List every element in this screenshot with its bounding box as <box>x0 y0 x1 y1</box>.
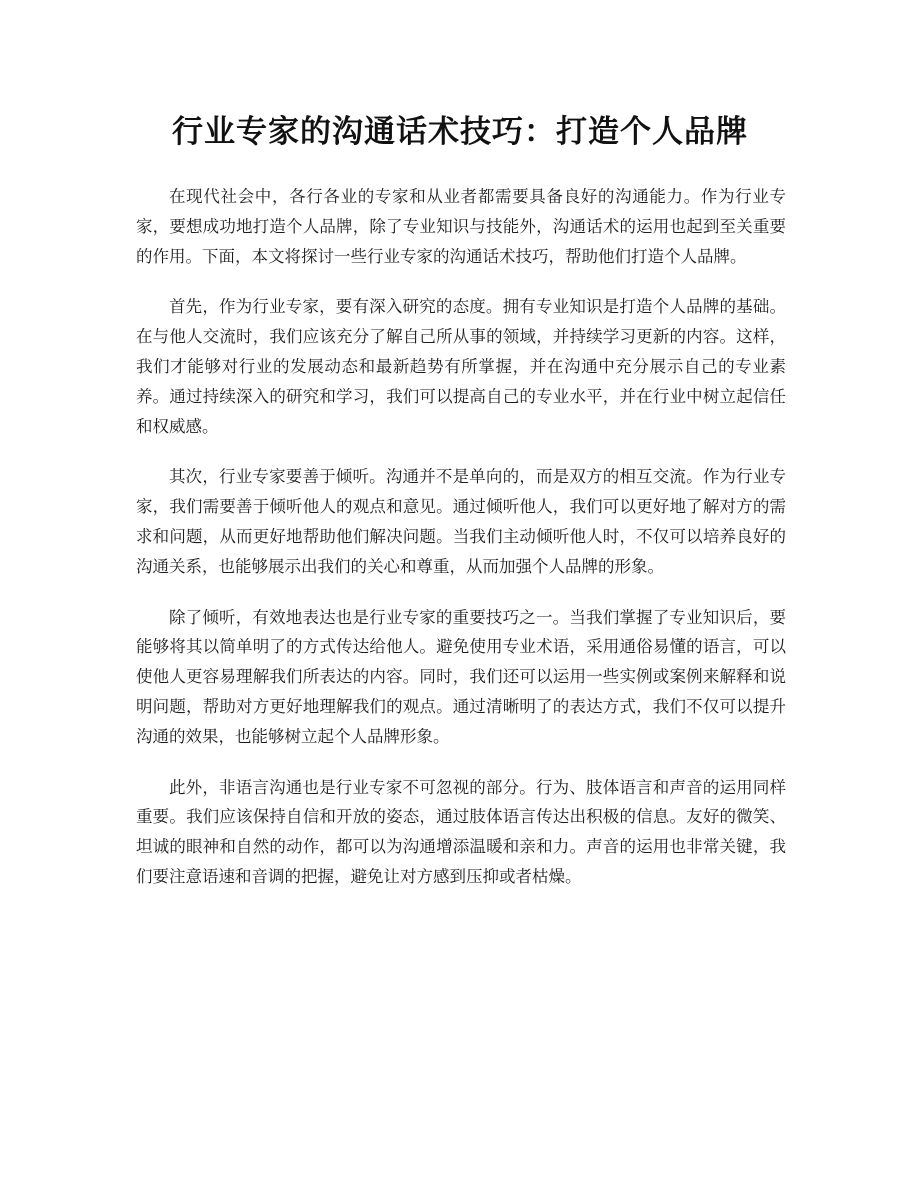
paragraph-expression: 除了倾听，有效地表达也是行业专家的重要技巧之一。当我们掌握了专业知识后，要能够将其以简单明了的方式传达给他人。避免使用专业术语，采用通俗易懂的语言，可以使他人更容易理解我们所表达的内容。同时，我们还可以运用一些实例或案例来解释和说明问题，帮助对方更好地理解我们的观点。通过清晰明了的表达方式，我们不仅可以提升沟通的效果，也能够树立起个人品牌形象。 <box>136 607 786 746</box>
paragraph-nonverbal: 此外，非语言沟通也是行业专家不可忽视的部分。行为、肢体语言和声音的运用同样重要。我们应该保持自信和开放的姿态，通过肢体语言传达出积极的信息。友好的微笑、坦诚的眼神和自然的动作，都可以为沟通增添温暖和亲和力。声音的运用也非常关键，我们要注意语速和音调的把握，避免让对方感到压抑或者枯燥。 <box>136 777 786 886</box>
paragraph-intro: 在现代社会中，各行各业的专家和从业者都需要具备良好的沟通能力。作为行业专家，要想成功地打造个人品牌，除了专业知识与技能外，沟通话术的运用也起到至关重要的作用。下面，本文将探讨一些行业专家的沟通话术技巧，帮助他们打造个人品牌。 <box>136 187 786 266</box>
paragraph-listening: 其次，行业专家要善于倾听。沟通并不是单向的，而是双方的相互交流。作为行业专家，我们需要善于倾听他人的观点和意见。通过倾听他人，我们可以更好地了解对方的需求和问题，从而更好地帮助他们解决问题。当我们主动倾听他人时，不仅可以培养良好的沟通关系，也能够展示出我们的关心和尊重，从而加强个人品牌的形象。 <box>136 467 786 576</box>
document-body <box>136 182 786 913</box>
paragraph-research: 首先，作为行业专家，要有深入研究的态度。拥有专业知识是打造个人品牌的基础。在与他人交流时，我们应该充分了解自己所从事的领域，并持续学习更新的内容。这样，我们才能够对行业的发展动态和最新趋势有所掌握，并在沟通中充分展示自己的专业素养。通过持续深入的研究和学习，我们可以提高自己的专业水平，并在行业中树立起信任和权威感。 <box>136 297 786 436</box>
document-title: 行业专家的沟通话术技巧：打造个人品牌 <box>172 114 748 150</box>
